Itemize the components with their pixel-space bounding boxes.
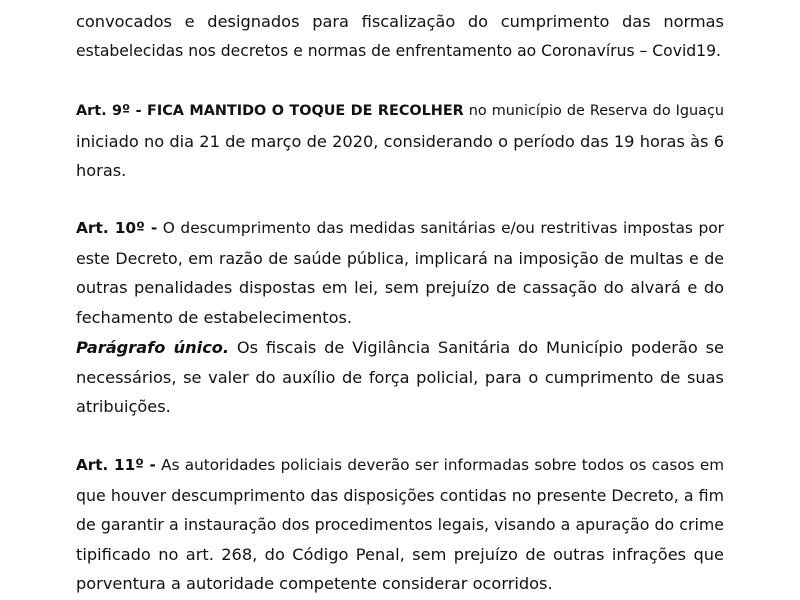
- article-9-text: no município de Reserva do Iguaçu: [463, 103, 724, 119]
- text-line: atribuições.: [76, 397, 171, 417]
- text-line: outras penalidades dispostas em lei, sem prejuízo de cassação do alvará e do: [76, 278, 724, 298]
- paragrafo-unico: [76, 333, 724, 422]
- text-line: [76, 333, 724, 363]
- article-10-text: O descumprimento das medidas sanitárias e/ou restritivas impostas por: [157, 219, 724, 237]
- text-line: de garantir a instauração dos procedimentos legais, visando a apuração do crime: [76, 515, 724, 535]
- article-11: [76, 451, 724, 599]
- text-line: fechamento de estabelecimentos.: [76, 307, 353, 327]
- intro-paragraph: [76, 7, 724, 66]
- article-11-text: As autoridades policiais deverão ser informadas sobre todos os casos em: [155, 456, 724, 474]
- text-line: porventura a autoridade competente considerar ocorridos.: [76, 574, 553, 594]
- text-line: tipificado no art. 268, do Código Penal, sem prejuízo de outras infrações que: [76, 544, 724, 564]
- article-11-label: Art. 11º -: [76, 456, 156, 474]
- article-10-label: Art. 10º -: [76, 219, 158, 237]
- text-line: estabelecidas nos decretos e normas de enfrentamento ao Coronavírus – Covid19.: [76, 41, 721, 60]
- text-line: necessários, se valer do auxílio de força policial, para o cumprimento de suas: [76, 367, 724, 387]
- text-line: [76, 97, 724, 127]
- article-9: [76, 97, 724, 186]
- paragrafo-text: Os fiscais de Vigilância Sanitária do Município poderão se: [229, 338, 724, 357]
- text-line: iniciado no dia 21 de março de 2020, considerando o período das 19 horas às 6: [76, 131, 724, 151]
- text-line: este Decreto, em razão de saúde pública, implicará na imposição de multas e de: [76, 248, 724, 268]
- article-9-label: Art. 9º - FICA MANTIDO O TOQUE DE RECOLHER: [76, 103, 464, 119]
- paragrafo-label: Parágrafo único.: [76, 338, 230, 357]
- text-line: convocados e designados para fiscalização do cumprimento das normas: [76, 12, 724, 31]
- text-line: que houver descumprimento das disposições contidas no presente Decreto, a fim: [76, 485, 724, 505]
- text-line: [76, 451, 724, 481]
- text-line: horas.: [76, 161, 127, 181]
- article-10: [76, 214, 724, 332]
- text-line: [76, 214, 724, 244]
